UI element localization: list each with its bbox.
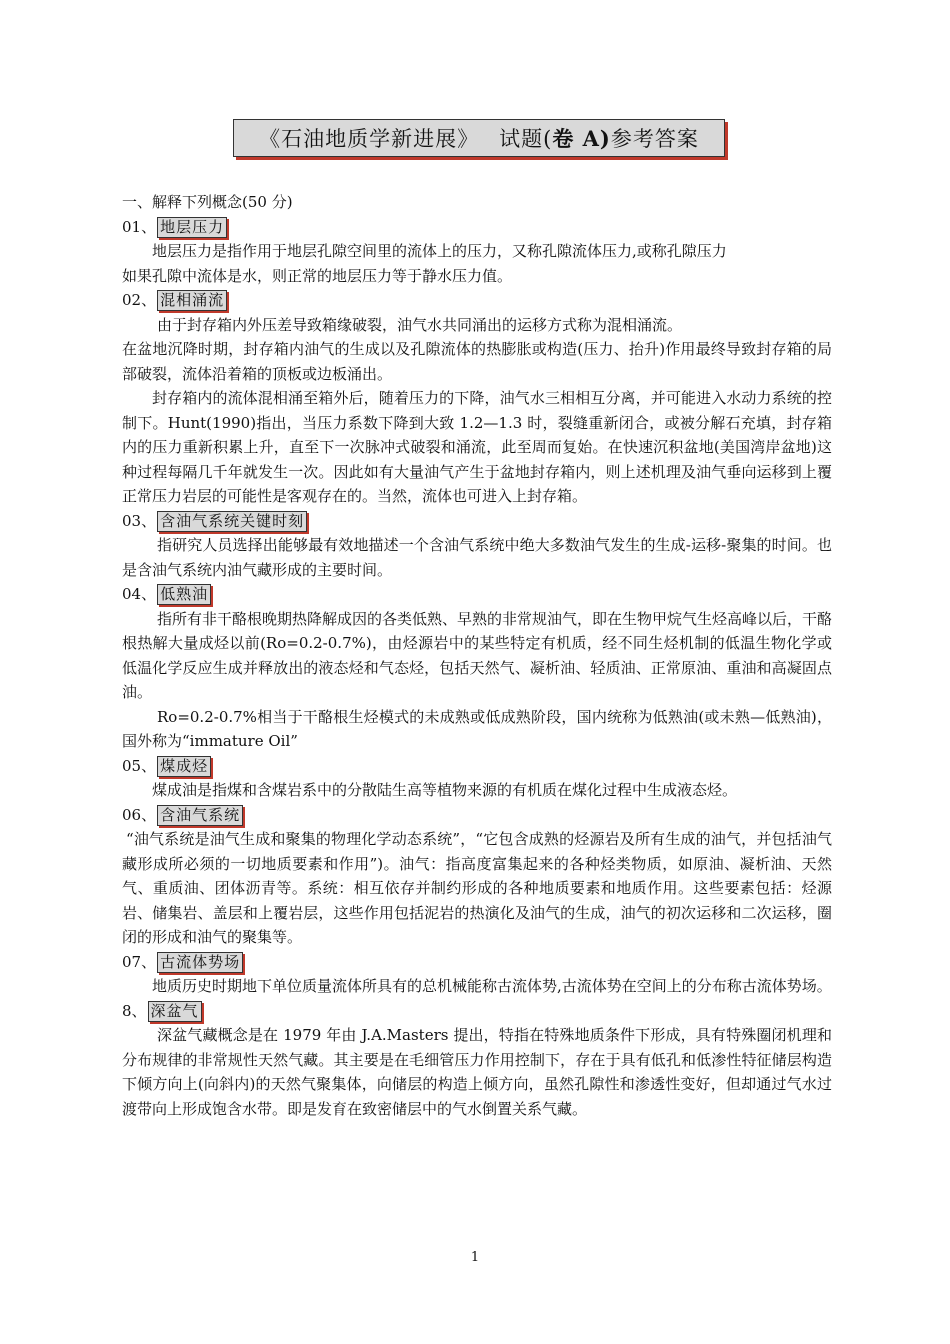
item-header bbox=[122, 950, 832, 975]
item-header bbox=[122, 754, 832, 779]
definition-paragraph: 封存箱内的流体混相涌至箱外后，随着压力的下降，油气水三相相互分离，并可能进入水动力系统的控制下。Hunt(1990)指出，当压力系数下降到大致 1.2—1.3 时，裂缝重新闭合，或被分解石充填，封存箱内的压力重新积累上升，直至下一次脉冲式破裂和涌流，此至周而复始。在快速沉积盆地(美国湾岸盆地)这种过程每隔几千年就发生一次。因此如有大量油气产生于盆地封存箱内，则上述机理及油气垂向运移到上覆正常压力岩层的可能性是客观存在的。当然，流体也可进入上封存箱。 bbox=[122, 389, 832, 505]
item-header bbox=[122, 509, 832, 534]
page-number: 1 bbox=[470, 1250, 480, 1265]
definition-paragraph: 指所有非干酪根晚期热降解成因的各类低熟、早熟的非常规油气，即在生物甲烷气生烃高峰以后，干酪根热解大量成烃以前(Ro=0.2-0.7%)，由烃源岩中的某些特定有机质，经不同生烃机制的低温生物化学或低温化学反应生成并释放出的液态烃和气态烃，包括天然气、凝析油、轻质油、正常原油、重油和高凝固点油。 bbox=[122, 609, 833, 701]
definition-paragraph: 煤成油是指煤和含煤岩系中的分散陆生高等植物来源的有机质在煤化过程中生成液态烃。 bbox=[152, 781, 738, 799]
title-part-4: 参考答案 bbox=[610, 127, 699, 151]
item-header bbox=[122, 215, 832, 240]
term-label: 含油气系统关键时刻 bbox=[157, 511, 307, 532]
item-number: 04、 bbox=[122, 585, 157, 603]
item-number: 02、 bbox=[122, 291, 157, 309]
item-number: 07、 bbox=[122, 952, 157, 971]
definition-paragraph: 指研究人员选择出能够最有效地描述一个含油气系统中绝大多数油气发生的生成-运移-聚集的时间。也是含油气系统内油气藏形成的主要时间。 bbox=[122, 536, 832, 579]
item-number: 03、 bbox=[122, 511, 157, 530]
term-label: 混相涌流 bbox=[157, 290, 227, 311]
definition-paragraph: 深盆气藏概念是在 1979 年由 J.A.Masters 提出，特指在特殊地质条件下形成，具有特殊圈闭机理和分布规律的非常规性天然气藏。其主要是在毛细管压力作用控制下，存在于具有低孔和低渗性特征储层构造下倾方向上(向斜内)的天然气聚集体，向储层的构造上倾方向，虽然孔隙性和渗透性变好，但却通过气水过渡带向上形成饱含水带。即是发育在致密储层中的气水倒置关系气藏。 bbox=[122, 1026, 832, 1118]
definition-paragraph: 地质历史时期地下单位质量流体所具有的总机械能称古流体势,古流体势在空间上的分布称古流体势场。 bbox=[152, 977, 832, 995]
item-number: 8、 bbox=[122, 1001, 147, 1020]
term-label: 深盆气 bbox=[148, 1001, 202, 1022]
title-part-1: 《石油地质学新进展》 bbox=[259, 127, 480, 151]
item-header bbox=[122, 999, 832, 1024]
term-label: 含油气系统 bbox=[157, 805, 243, 826]
definition-paragraph: 由于封存箱内外压差导致箱缘破裂，油气水共同涌出的运移方式称为混相涌流。 bbox=[157, 315, 683, 334]
title-part-3: 卷 A) bbox=[552, 126, 611, 151]
definition-paragraph: 如果孔隙中流体是水，则正常的地层压力等于静水压力值。 bbox=[122, 266, 513, 285]
item-header bbox=[122, 288, 832, 313]
definition-paragraph: Ro=0.2-0.7%相当于干酪根生烃模式的未成熟或低成熟阶段，国内统称为低熟油(或未熟—低熟油)，国外称为“immature Oil” bbox=[122, 707, 832, 750]
term-label: 地层压力 bbox=[157, 217, 227, 238]
section-heading: 一、解释下列概念(50 分) bbox=[122, 193, 293, 211]
document-body bbox=[122, 190, 832, 1121]
document-title bbox=[233, 119, 725, 157]
item-number: 05、 bbox=[122, 756, 157, 775]
item-header bbox=[122, 803, 832, 828]
title-part-2: 试题( bbox=[499, 127, 553, 151]
item-number: 06、 bbox=[122, 805, 157, 824]
item-number: 01、 bbox=[122, 217, 157, 236]
term-label: 古流体势场 bbox=[157, 952, 243, 973]
term-label: 煤成烃 bbox=[157, 756, 211, 777]
definition-paragraph: “油气系统是油气生成和聚集的物理化学动态系统”，“它包含成熟的烃源岩及所有生成的油气，并包括油气藏形成所必须的一切地质要素和作用”)。油气：指高度富集起来的各种烃类物质，如原油、凝析油、天然气、重质油、团体沥青等。系统：相互依存并制约形成的各种地质要素和地质作用。这些要素包括：烃源岩、储集岩、盖层和上覆岩层，这些作用包括泥岩的热演化及油气的生成，油气的初次运移和二次运移，圈闭的形成和油气的聚集等。 bbox=[122, 830, 832, 946]
item-header bbox=[122, 582, 832, 607]
definition-paragraph: 地层压力是指作用于地层孔隙空间里的流体上的压力，又称孔隙流体压力,或称孔隙压力 bbox=[152, 242, 727, 260]
term-label: 低熟油 bbox=[157, 584, 211, 605]
definition-paragraph: 在盆地沉降时期，封存箱内油气的生成以及孔隙流体的热膨胀或构造(压力、抬升)作用最终导致封存箱的局部破裂，流体沿着箱的顶板或边板涌出。 bbox=[122, 340, 832, 383]
